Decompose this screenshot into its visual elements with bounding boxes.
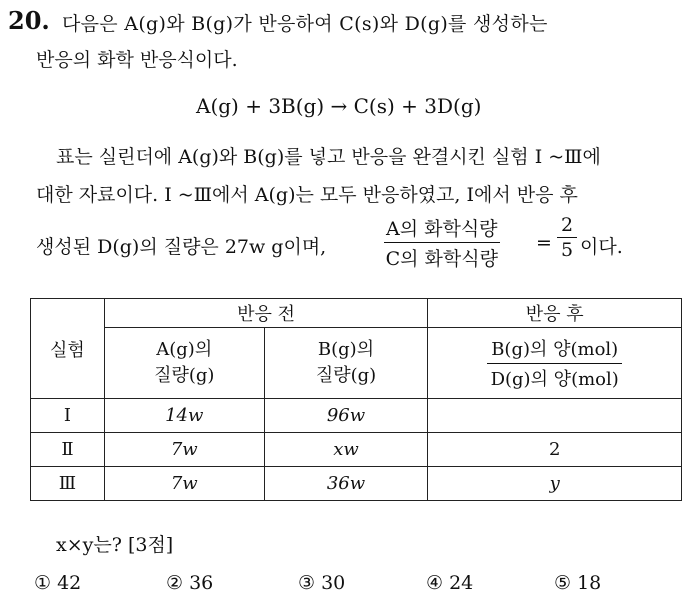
paragraph-line3-prefix: 생성된 D(g)의 질량은 27w g이며,: [36, 236, 327, 258]
row-a-mass: 7w: [104, 433, 264, 467]
question-stem-line2: 반응의 화학 반응식이다.: [36, 49, 238, 71]
ratio-numerator: 2: [557, 214, 577, 238]
choice-5[interactable]: ⑤ 18: [554, 572, 602, 594]
choice-4[interactable]: ④ 24: [426, 572, 474, 594]
mol-ratio-denominator: D(g)의 양(mol): [490, 369, 619, 390]
row-a-mass: 14w: [104, 399, 264, 433]
paragraph-line2: 대한 자료이다. Ⅰ ~Ⅲ에서 A(g)는 모두 반응하였고, Ⅰ에서 반응 후: [36, 184, 578, 206]
row-experiment: Ⅲ: [31, 467, 105, 501]
header-before-reaction: 반응 전: [104, 299, 428, 328]
header-a-mass: [104, 328, 264, 399]
question-stem-line1: 다음은 A(g)와 B(g)가 반응하여 C(s)와 D(g)를 생성하는: [62, 13, 548, 35]
choice-2[interactable]: ② 36: [166, 572, 214, 594]
question-number: 20.: [8, 6, 50, 35]
ratio-denominator: 5: [561, 239, 574, 261]
mol-ratio-numerator: B(g)의 양(mol): [487, 335, 622, 364]
row-ratio: [428, 399, 682, 433]
ratio-value-fraction: [557, 214, 577, 261]
paragraph-line1: 표는 실린더에 A(g)와 B(g)를 넣고 반응을 완결시킨 실험 Ⅰ ~Ⅲ에: [56, 146, 601, 168]
header-a-mass-line1: A(g)의: [156, 339, 213, 360]
header-mol-ratio: [428, 328, 682, 399]
choice-1[interactable]: ① 42: [34, 572, 82, 594]
row-b-mass: 96w: [264, 399, 428, 433]
header-b-mass-line2: 질량(g): [315, 365, 377, 386]
row-ratio: 2: [428, 433, 682, 467]
table-row: [31, 467, 682, 501]
fraction-denominator: C의 화학식량: [385, 248, 498, 270]
header-after-reaction: 반응 후: [428, 299, 682, 328]
row-experiment: Ⅰ: [31, 399, 105, 433]
row-a-mass: 7w: [104, 467, 264, 501]
header-b-mass-line1: B(g)의: [317, 339, 375, 360]
row-ratio: y: [428, 467, 682, 501]
fraction-numerator: A의 화학식량: [384, 214, 500, 243]
table-row: [31, 399, 682, 433]
header-experiment: 실험: [31, 299, 105, 399]
row-b-mass: 36w: [264, 467, 428, 501]
experiment-table: [30, 298, 682, 501]
mol-ratio-fraction: [487, 335, 622, 391]
fraction-equals: =: [536, 232, 552, 254]
choice-3[interactable]: ③ 30: [298, 572, 346, 594]
header-a-mass-line2: 질량(g): [154, 365, 215, 386]
question-prompt: x×y는? [3점]: [56, 534, 174, 556]
paragraph-line3-suffix: 이다.: [580, 236, 623, 258]
table-row: [31, 433, 682, 467]
row-b-mass: xw: [264, 433, 428, 467]
header-b-mass: [264, 328, 428, 399]
formula-weight-fraction: [384, 214, 500, 271]
reaction-equation: A(g) + 3B(g) → C(s) + 3D(g): [196, 94, 482, 118]
row-experiment: Ⅱ: [31, 433, 105, 467]
